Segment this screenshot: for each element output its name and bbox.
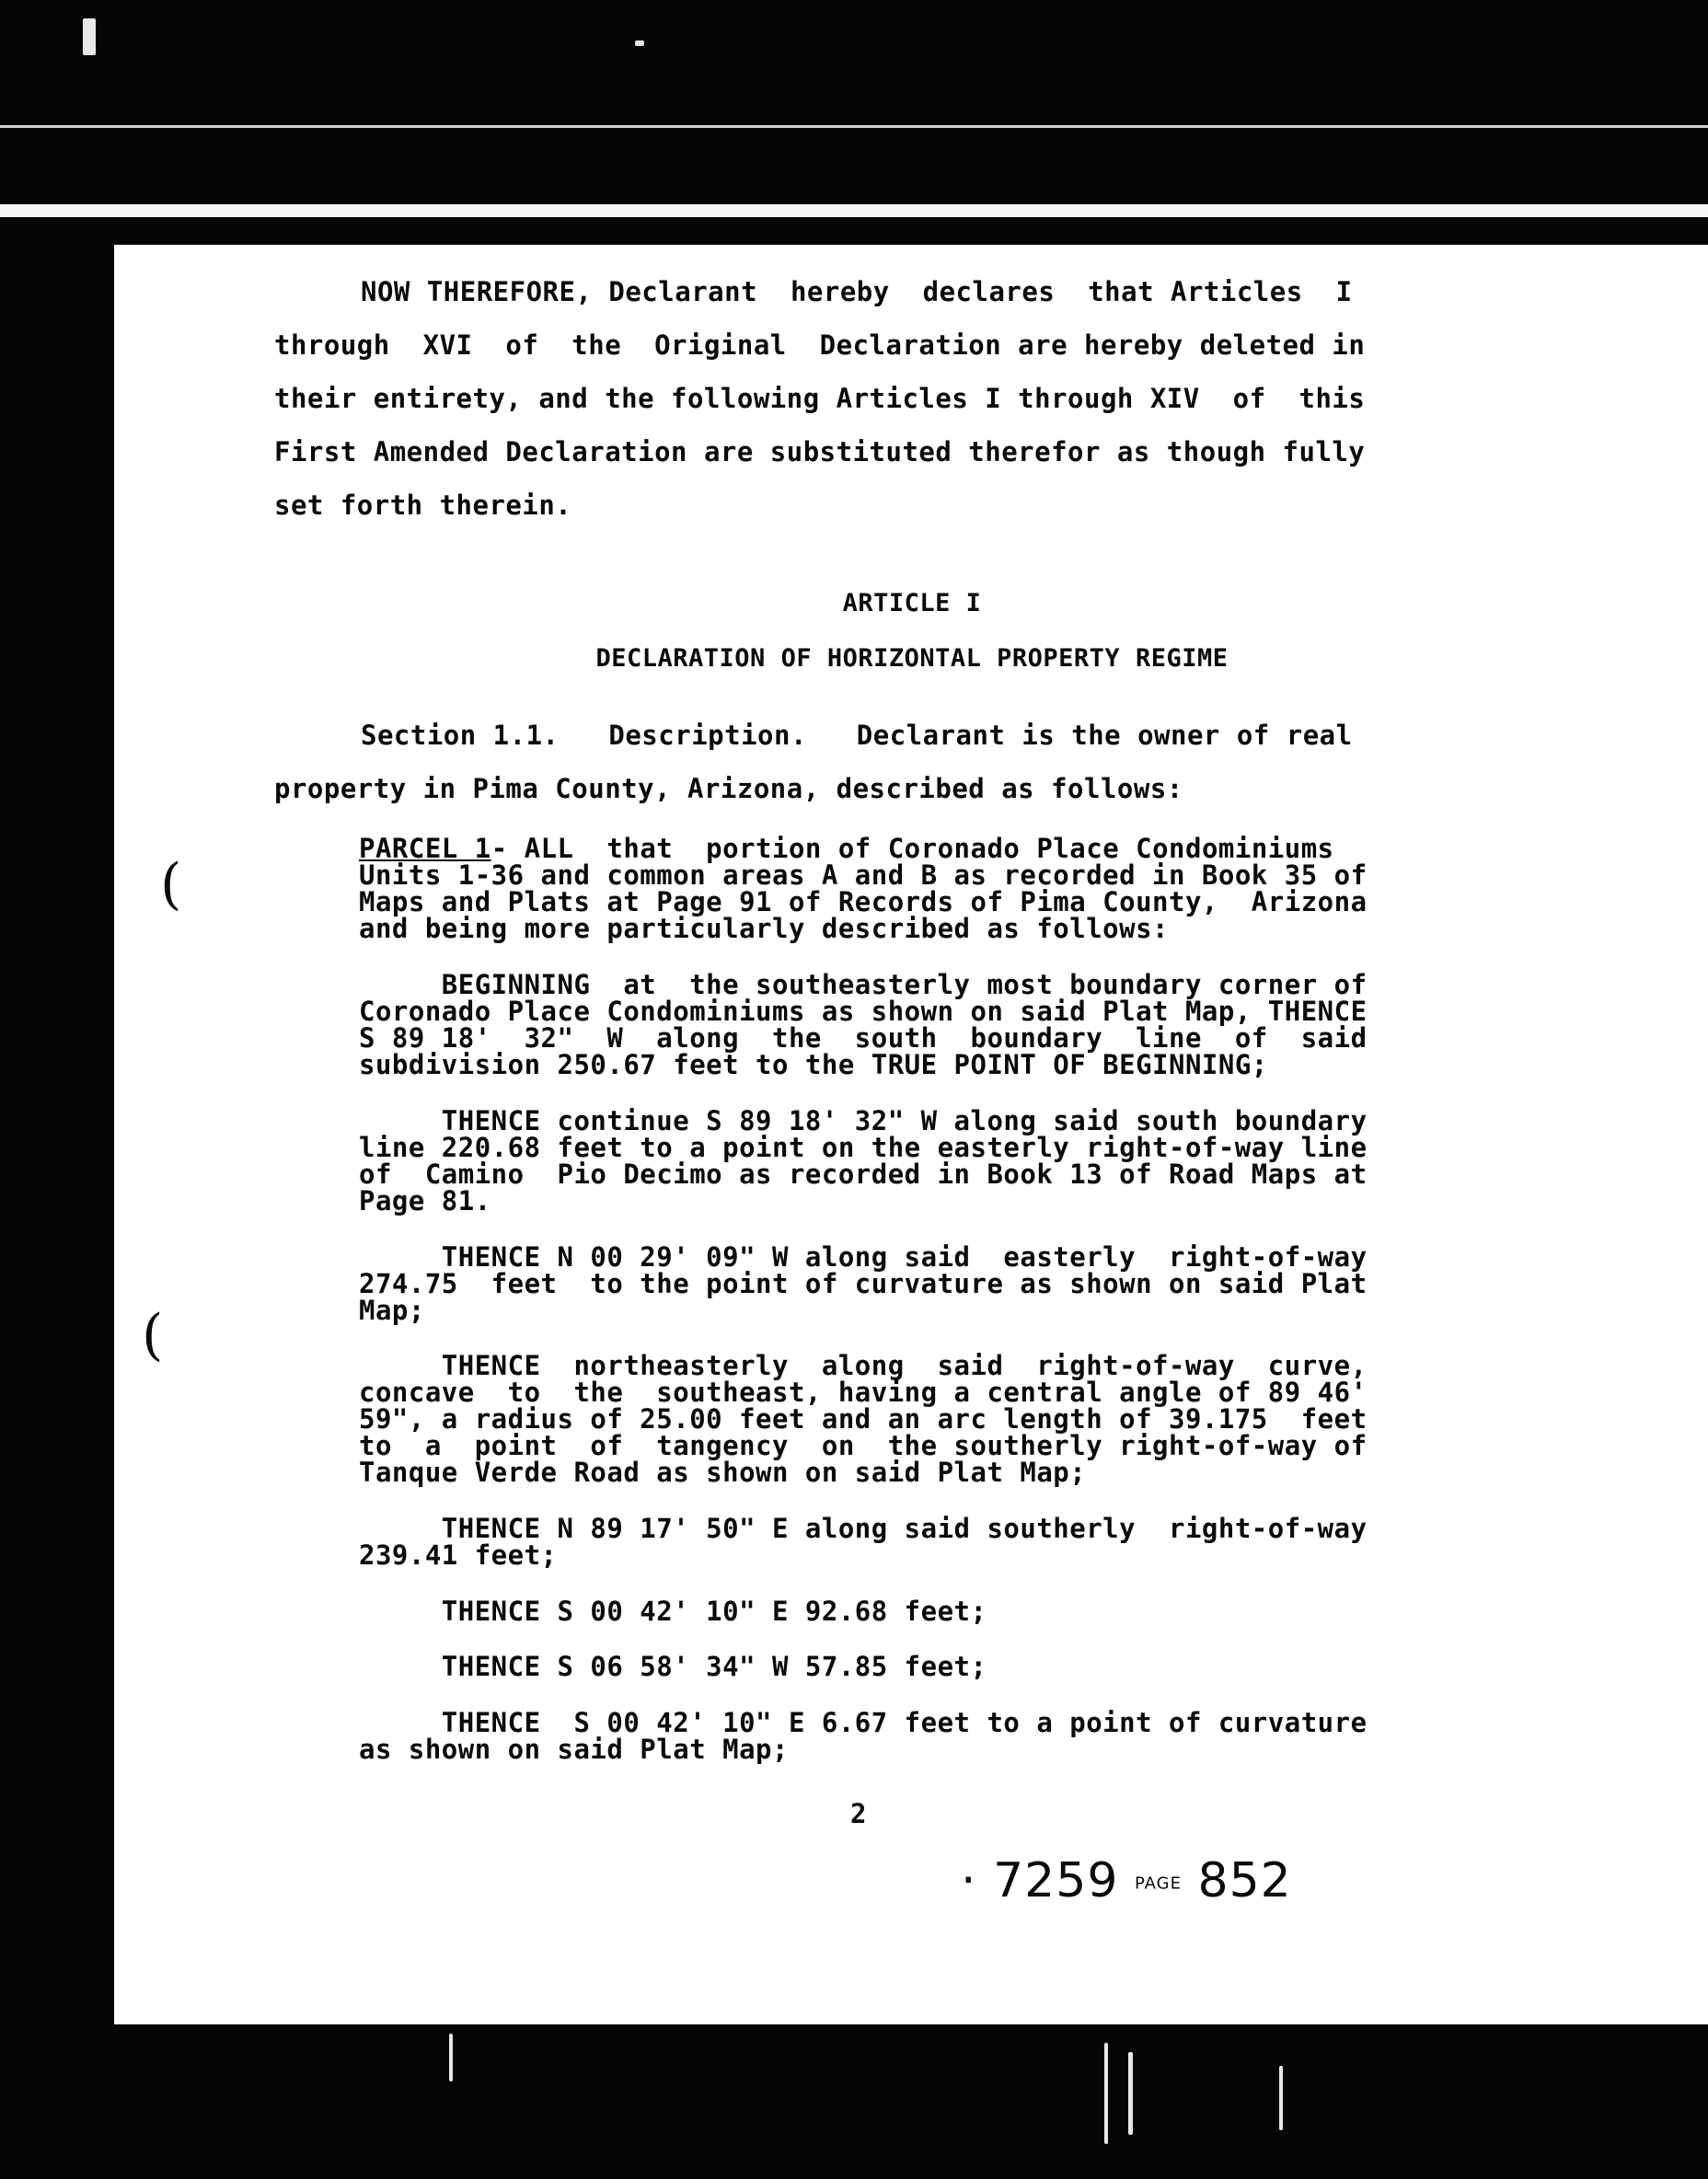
course-line: line 220.68 feet to a point on the easterly right-of-way line: [359, 1132, 1368, 1163]
course-line: THENCE S 00 42' 10" E 6.67 feet to a point of curvature: [359, 1707, 1368, 1738]
scan-speck: [1279, 2066, 1283, 2130]
scan-speck: [449, 2034, 453, 2081]
course-line: 239.41 feet;: [359, 1539, 558, 1571]
page-number: 2: [850, 1798, 867, 1829]
course-line: THENCE northeasterly along said right-of-way curve,: [359, 1350, 1368, 1381]
course-line: 274.75 feet to the point of curvature as shown on said Plat: [359, 1268, 1368, 1299]
course-line: subdivision 250.67 feet to the TRUE POINT OF BEGINNING;: [359, 1049, 1268, 1080]
course-line: Page 81.: [359, 1185, 491, 1216]
course-line: BEGINNING at the southeasterly most boundary corner of: [359, 969, 1368, 1000]
margin-bracket-mark: (: [160, 852, 182, 917]
course-line: to a point of tangency on the southerly right-of-way of: [359, 1430, 1368, 1461]
course-line: THENCE S 06 58' 34" W 57.85 feet;: [359, 1651, 987, 1682]
preamble-line: NOW THEREFORE, Declarant hereby declares that Articles I: [361, 276, 1353, 307]
preamble-line: their entirety, and the following Articles I through XIV of this: [274, 383, 1366, 414]
document-page: [114, 245, 1708, 2024]
section-text-line: property in Pima County, Arizona, described as follows:: [274, 773, 1183, 804]
article-number: ARTICLE I: [842, 589, 982, 617]
stamp-page: 852: [1197, 1853, 1292, 1908]
preamble-line: set forth therein.: [274, 490, 572, 521]
recording-stamp: · 7259 PAGE 852: [961, 1853, 1292, 1908]
section-heading-line: Section 1.1. Description. Declarant is the owner of real: [361, 720, 1353, 751]
course-line: as shown on said Plat Map;: [359, 1734, 789, 1765]
scan-speck: [1128, 2052, 1133, 2135]
parcel-line: and being more particularly described as follows:: [359, 913, 1170, 944]
course-line: THENCE continue S 89 18' 32" W along said south boundary: [359, 1105, 1368, 1136]
preamble-line: through XVI of the Original Declaration are hereby deleted in: [274, 329, 1366, 361]
stamp-book: 7259: [993, 1853, 1119, 1908]
margin-bracket-mark: (: [142, 1303, 164, 1367]
course-line: Map;: [359, 1295, 425, 1326]
parcel-line: Units 1-36 and common areas A and B as recorded in Book 35 of: [359, 859, 1368, 891]
course-line: 59", a radius of 25.00 feet and an arc length of 39.175 feet: [359, 1403, 1368, 1435]
parcel-first-line: [359, 833, 1334, 864]
parcel-label: PARCEL 1: [359, 833, 491, 864]
course-line: THENCE N 00 29' 09" W along said easterly right-of-way: [359, 1241, 1368, 1273]
course-line: Tanque Verde Road as shown on said Plat Map;: [359, 1457, 1087, 1488]
scan-speck: [635, 40, 644, 46]
parcel-line: Maps and Plats at Page 91 of Records of Pima County, Arizona: [359, 886, 1368, 917]
scan-speck: [83, 18, 96, 55]
preamble-line: First Amended Declaration are substituted therefor as though fully: [274, 436, 1366, 467]
scan-speck: [1104, 2043, 1108, 2144]
course-line: Coronado Place Condominiums as shown on said Plat Map, THENCE: [359, 996, 1368, 1027]
scan-artifact-line: [0, 125, 1708, 128]
course-line: concave to the southeast, having a central angle of 89 46': [359, 1377, 1368, 1408]
course-line: of Camino Pio Decimo as recorded in Book 13 of Road Maps at: [359, 1159, 1368, 1190]
parcel-first-line-text: - ALL that portion of Coronado Place Condominiums: [490, 833, 1334, 864]
article-title: DECLARATION OF HORIZONTAL PROPERTY REGIME: [595, 644, 1229, 673]
course-line: THENCE N 89 17' 50" E along said southerly right-of-way: [359, 1513, 1368, 1544]
scan-artifact-band: [0, 204, 1708, 217]
course-line: THENCE S 00 42' 10" E 92.68 feet;: [359, 1596, 987, 1627]
course-line: S 89 18' 32" W along the south boundary line of said: [359, 1022, 1368, 1054]
stamp-page-label: PAGE: [1134, 1873, 1182, 1894]
